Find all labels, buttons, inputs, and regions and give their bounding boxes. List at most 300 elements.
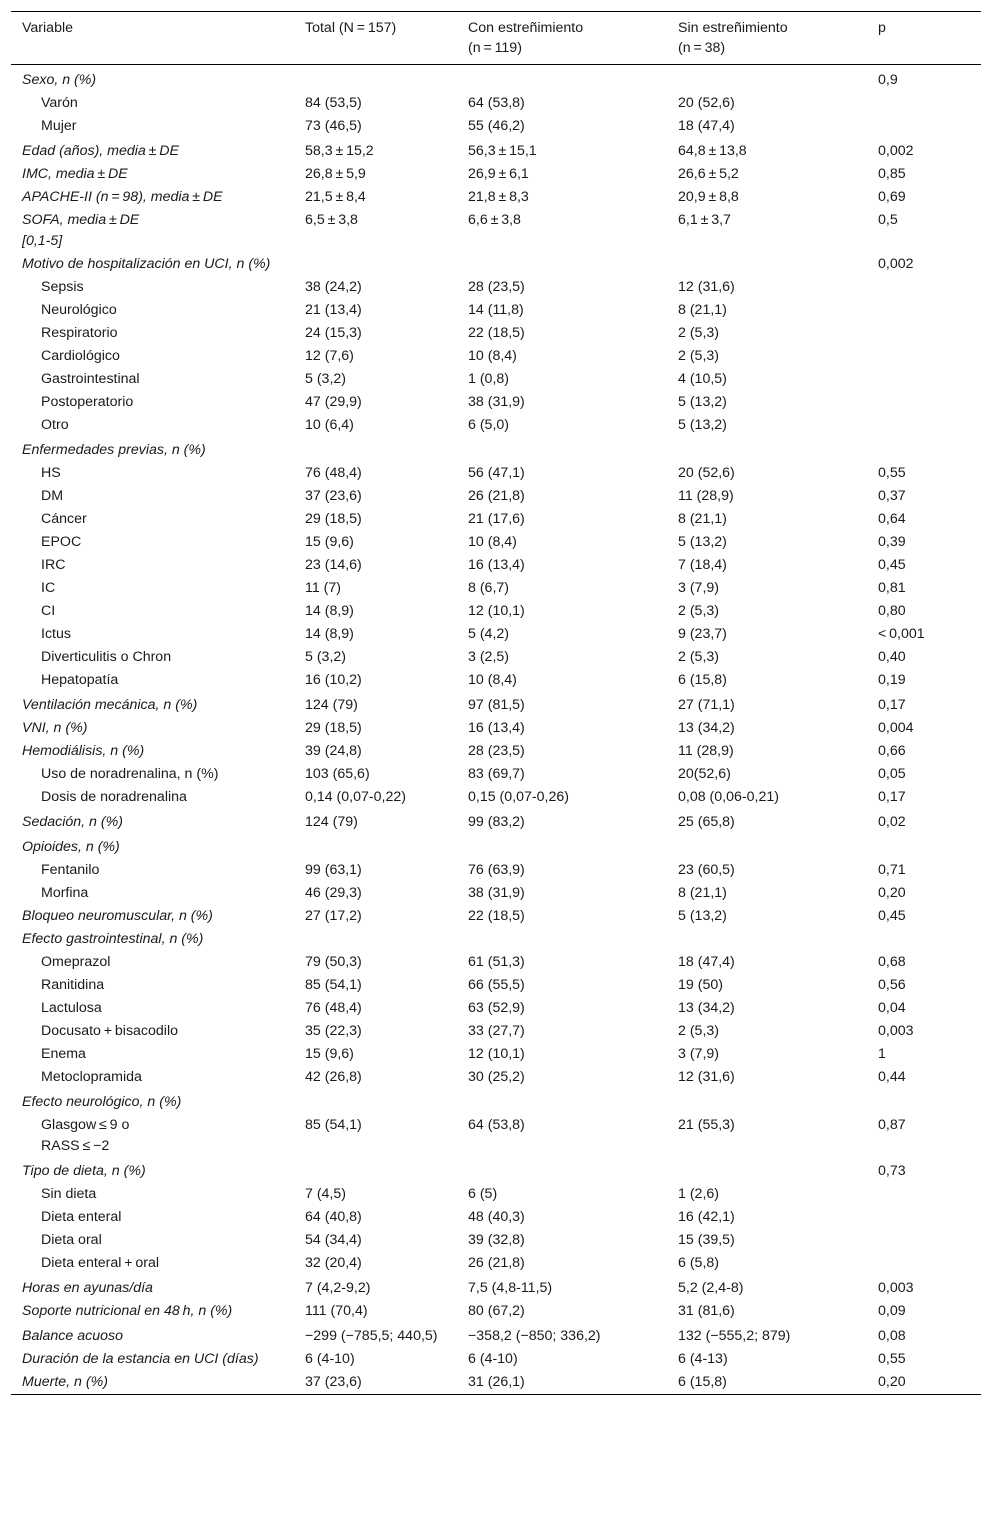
cell-con: 22 (18,5) (468, 325, 525, 341)
row-label: Horas en ayunas/día (22, 1280, 153, 1296)
table-row (11, 368, 981, 391)
table-row (11, 253, 981, 276)
cell-p: 0,08 (878, 1328, 906, 1344)
cell-variable (11, 646, 294, 669)
row-label: CI (41, 603, 56, 619)
cell-p (867, 391, 981, 414)
cell-sin (667, 928, 867, 951)
cell-p: 0,87 (878, 1117, 906, 1133)
cell-p (867, 322, 981, 345)
cell-sin: 21 (55,3) (678, 1117, 735, 1133)
table-row (11, 1252, 981, 1275)
row-label: IMC, media ± DE (22, 166, 128, 182)
table-row (11, 276, 981, 299)
cell-sin: 11 (28,9) (678, 488, 734, 504)
cell-variable (11, 623, 294, 646)
cell-variable (11, 345, 294, 368)
cell-total: 64 (40,8) (305, 1209, 362, 1225)
cell-variable (11, 786, 294, 809)
table-row (11, 65, 981, 93)
header-sin-line2: (n = 38) (678, 40, 726, 56)
cell-p (867, 345, 981, 368)
cell-variable (11, 1300, 294, 1323)
row-label: Balance acuoso (22, 1328, 123, 1344)
table-row (11, 1020, 981, 1043)
cell-p: 0,09 (878, 1303, 906, 1319)
cell-sin: 6 (4-13) (678, 1351, 728, 1367)
cell-sin (667, 1158, 867, 1183)
cell-total: 124 (79) (305, 814, 358, 830)
cell-total: 6,5 ± 3,8 (305, 212, 358, 228)
cell-total: 14 (8,9) (305, 626, 354, 642)
cell-p: 0,80 (878, 603, 906, 619)
cell-sin: 2 (5,3) (678, 603, 720, 619)
row-label: Ranitidina (41, 977, 105, 993)
cell-variable (11, 997, 294, 1020)
cell-total: 73 (46,5) (305, 118, 362, 134)
cell-p (867, 1252, 981, 1275)
row-label: Gastrointestinal (41, 371, 140, 387)
cell-sin (667, 1089, 867, 1114)
cell-p: 0,002 (878, 256, 914, 272)
cell-sin: 12 (31,6) (678, 1069, 735, 1085)
cell-total (294, 834, 457, 859)
table-row (11, 554, 981, 577)
cell-con: 22 (18,5) (468, 908, 525, 924)
row-label: Tipo de dieta, n (%) (22, 1163, 146, 1179)
table-row (11, 92, 981, 115)
cell-con: 33 (27,7) (468, 1023, 525, 1039)
cell-con (457, 1089, 667, 1114)
cell-p: 0,71 (878, 862, 906, 878)
cell-p: 0,37 (878, 488, 906, 504)
cell-sin: 132 (−555,2; 879) (678, 1328, 791, 1344)
cell-con: 12 (10,1) (468, 1046, 525, 1062)
cell-sin: 2 (5,3) (678, 348, 720, 364)
cell-con: 10 (8,4) (468, 348, 517, 364)
table-row (11, 1300, 981, 1323)
table-row (11, 577, 981, 600)
cell-con: 61 (51,3) (468, 954, 525, 970)
table-row (11, 1229, 981, 1252)
cell-variable (11, 600, 294, 623)
cell-variable (11, 414, 294, 437)
row-label: Omeprazol (41, 954, 111, 970)
row-label: VNI, n (%) (22, 720, 88, 736)
cell-sin: 23 (60,5) (678, 862, 735, 878)
cell-p: 0,45 (878, 557, 906, 573)
header-sin-line1: Sin estreñimiento (678, 20, 788, 36)
cell-variable (11, 1323, 294, 1348)
row-label: Sin dieta (41, 1186, 97, 1202)
row-label: Mujer (41, 118, 77, 134)
cell-p (867, 1183, 981, 1206)
cell-variable (11, 554, 294, 577)
cell-variable (11, 1066, 294, 1089)
cell-p: 0,45 (878, 908, 906, 924)
cell-sin: 6,1 ± 3,7 (678, 212, 731, 228)
cell-p: 0,20 (878, 885, 906, 901)
row-label: Morfina (41, 885, 89, 901)
row-label: IC (41, 580, 56, 596)
data-table-container (11, 11, 981, 1395)
cell-sin: 31 (81,6) (678, 1303, 735, 1319)
cell-total: 29 (18,5) (305, 511, 362, 527)
row-label: Motivo de hospitalización en UCI, n (%) (22, 256, 271, 272)
cell-sin: 27 (71,1) (678, 697, 735, 713)
table-row (11, 623, 981, 646)
table-row (11, 1206, 981, 1229)
cell-con: 76 (63,9) (468, 862, 525, 878)
row-label: APACHE-II (n = 98), media ± DE (22, 189, 223, 205)
table-row (11, 209, 981, 253)
row-label: Dieta enteral + oral (41, 1255, 160, 1271)
cell-con: 83 (69,7) (468, 766, 525, 782)
row-label: Efecto neurológico, n (%) (22, 1094, 182, 1110)
cell-sin: 18 (47,4) (678, 954, 735, 970)
cell-p (867, 1206, 981, 1229)
cell-total: 99 (63,1) (305, 862, 362, 878)
cell-variable (11, 1183, 294, 1206)
cell-total: 27 (17,2) (305, 908, 362, 924)
cell-variable (11, 322, 294, 345)
header-variable: Variable (22, 20, 73, 36)
table-row (11, 1043, 981, 1066)
cell-variable (11, 951, 294, 974)
row-label: Dieta oral (41, 1232, 102, 1248)
cell-sin (667, 834, 867, 859)
row-label: Hemodiálisis, n (%) (22, 743, 145, 759)
cell-variable (11, 1348, 294, 1371)
cell-variable (11, 138, 294, 163)
table-row (11, 1183, 981, 1206)
cell-variable (11, 669, 294, 692)
cell-con: 26,9 ± 6,1 (468, 166, 529, 182)
cell-variable (11, 531, 294, 554)
cell-p (867, 115, 981, 138)
table-header (11, 12, 981, 65)
row-label: Cardiológico (41, 348, 120, 364)
cell-p (867, 1229, 981, 1252)
cell-total: 58,3 ± 15,2 (305, 143, 374, 159)
cell-total: 7 (4,5) (305, 1186, 347, 1202)
cell-total: 24 (15,3) (305, 325, 362, 341)
cell-sin: 15 (39,5) (678, 1232, 735, 1248)
cell-sin (667, 253, 867, 276)
table-row (11, 692, 981, 717)
cell-total: 29 (18,5) (305, 720, 362, 736)
cell-variable (11, 163, 294, 186)
cell-total: 6 (4-10) (305, 1351, 355, 1367)
cell-variable (11, 1371, 294, 1395)
table-row (11, 186, 981, 209)
cell-sin: 3 (7,9) (678, 1046, 720, 1062)
cell-con: 10 (8,4) (468, 672, 517, 688)
cell-con: 38 (31,9) (468, 394, 525, 410)
cell-sin: 5 (13,2) (678, 534, 727, 550)
cell-p: 0,55 (878, 1351, 906, 1367)
cell-variable (11, 809, 294, 834)
cell-total: 37 (23,6) (305, 488, 362, 504)
cell-sin: 26,6 ± 5,2 (678, 166, 739, 182)
cell-total: 23 (14,6) (305, 557, 362, 573)
cell-sin: 1 (2,6) (678, 1186, 720, 1202)
cell-con (457, 834, 667, 859)
cell-con: 1 (0,8) (468, 371, 510, 387)
cell-sin: 7 (18,4) (678, 557, 727, 573)
cell-p: 0,39 (878, 534, 906, 550)
cell-sin: 20(52,6) (678, 766, 731, 782)
cell-total: 76 (48,4) (305, 1000, 362, 1016)
cell-con: 7,5 (4,8-11,5) (468, 1280, 553, 1296)
table-row (11, 928, 981, 951)
cell-total: 79 (50,3) (305, 954, 362, 970)
cell-p (867, 834, 981, 859)
cell-total: 37 (23,6) (305, 1374, 362, 1390)
cell-total (294, 437, 457, 462)
cell-sin: 18 (47,4) (678, 118, 735, 134)
table-row (11, 485, 981, 508)
cell-total (294, 253, 457, 276)
cell-variable (11, 1089, 294, 1114)
table-body (11, 65, 981, 1395)
table-row (11, 740, 981, 763)
cell-p: 0,05 (878, 766, 906, 782)
cell-con: 80 (67,2) (468, 1303, 525, 1319)
cell-p (867, 437, 981, 462)
cell-total: 26,8 ± 5,9 (305, 166, 366, 182)
row-label: Cáncer (41, 511, 87, 527)
cell-variable (11, 1114, 294, 1158)
table-row (11, 299, 981, 322)
table-row (11, 882, 981, 905)
table-row (11, 786, 981, 809)
cell-sin: 5 (13,2) (678, 417, 727, 433)
cell-total: 38 (24,2) (305, 279, 362, 295)
cell-p (867, 1089, 981, 1114)
table-row (11, 1089, 981, 1114)
cell-p: 0,20 (878, 1374, 906, 1390)
row-label: Hepatopatía (41, 672, 119, 688)
row-label: EPOC (41, 534, 82, 550)
row-label: Fentanilo (41, 862, 100, 878)
cell-con: 3 (2,5) (468, 649, 510, 665)
cell-total: 21 (13,4) (305, 302, 362, 318)
cell-p (867, 368, 981, 391)
cell-total: 11 (7) (305, 580, 342, 596)
cell-variable (11, 508, 294, 531)
cell-p: 0,40 (878, 649, 906, 665)
row-label: Glasgow ≤ 9 o (41, 1117, 130, 1133)
row-label: Opioides, n (%) (22, 839, 120, 855)
cell-total: 21,5 ± 8,4 (305, 189, 366, 205)
header-total: Total (N = 157) (305, 20, 397, 36)
cell-total: 42 (26,8) (305, 1069, 362, 1085)
table-row (11, 462, 981, 485)
cell-total: 16 (10,2) (305, 672, 362, 688)
cell-con: 64 (53,8) (468, 95, 525, 111)
row-label: Enfermedades previas, n (%) (22, 442, 206, 458)
cell-sin: 6 (5,8) (678, 1255, 720, 1271)
cell-p: 0,73 (878, 1163, 906, 1179)
cell-con: 6,6 ± 3,8 (468, 212, 521, 228)
cell-sin: 6 (15,8) (678, 1374, 727, 1390)
cell-sin: 20 (52,6) (678, 465, 735, 481)
cell-variable (11, 740, 294, 763)
cell-con: 16 (13,4) (468, 557, 525, 573)
cell-total: 124 (79) (305, 697, 358, 713)
cell-sin: 5,2 (2,4-8) (678, 1280, 744, 1296)
cell-p: 0,85 (878, 166, 906, 182)
cell-p: 0,66 (878, 743, 906, 759)
cell-total: 32 (20,4) (305, 1255, 362, 1271)
cell-con: 21 (17,6) (468, 511, 525, 527)
cell-p: 0,5 (878, 212, 898, 228)
row-label: Postoperatorio (41, 394, 134, 410)
cell-con: 6 (5,0) (468, 417, 510, 433)
cell-total: −299 (−785,5; 440,5) (305, 1328, 438, 1344)
table-row (11, 163, 981, 186)
row-label: Neurológico (41, 302, 117, 318)
cell-variable (11, 882, 294, 905)
cell-variable (11, 1020, 294, 1043)
cell-variable (11, 1229, 294, 1252)
row-label: Bloqueo neuromuscular, n (%) (22, 908, 213, 924)
cell-con (457, 65, 667, 93)
table-row (11, 1348, 981, 1371)
cell-con: 6 (4-10) (468, 1351, 518, 1367)
data-table (11, 11, 981, 1395)
row-label: Ictus (41, 626, 71, 642)
cell-variable (11, 253, 294, 276)
row-label: Diverticulitis o Chron (41, 649, 172, 665)
cell-variable (11, 1252, 294, 1275)
row-label: Ventilación mecánica, n (%) (22, 697, 198, 713)
cell-con: 56 (47,1) (468, 465, 525, 481)
table-row (11, 1114, 981, 1158)
table-row (11, 1371, 981, 1395)
cell-con: 6 (5) (468, 1186, 498, 1202)
cell-sin: 12 (31,6) (678, 279, 735, 295)
row-label: HS (41, 465, 61, 481)
cell-total: 7 (4,2-9,2) (305, 1280, 371, 1296)
cell-sin: 3 (7,9) (678, 580, 720, 596)
cell-con: 8 (6,7) (468, 580, 510, 596)
cell-con: 48 (40,3) (468, 1209, 525, 1225)
cell-variable (11, 1158, 294, 1183)
header-con-line1: Con estreñimiento (468, 20, 584, 36)
row-label: Edad (años), media ± DE (22, 143, 179, 159)
cell-con: 16 (13,4) (468, 720, 525, 736)
cell-total: 103 (65,6) (305, 766, 370, 782)
cell-p: 0,02 (878, 814, 906, 830)
cell-p: 0,56 (878, 977, 906, 993)
cell-variable (11, 905, 294, 928)
cell-total (294, 65, 457, 93)
table-row (11, 138, 981, 163)
table-row (11, 717, 981, 740)
cell-p: 0,69 (878, 189, 906, 205)
row-label: Respiratorio (41, 325, 118, 341)
cell-con (457, 1158, 667, 1183)
cell-variable (11, 485, 294, 508)
cell-variable (11, 692, 294, 717)
cell-variable (11, 276, 294, 299)
table-row (11, 859, 981, 882)
cell-total: 15 (9,6) (305, 1046, 354, 1062)
cell-total: 5 (3,2) (305, 649, 347, 665)
cell-total: 39 (24,8) (305, 743, 362, 759)
cell-con: 21,8 ± 8,3 (468, 189, 529, 205)
cell-sin: 2 (5,3) (678, 325, 720, 341)
cell-p (867, 92, 981, 115)
header-sin (667, 12, 867, 65)
table-row (11, 809, 981, 834)
row-label: DM (41, 488, 64, 504)
cell-sin: 13 (34,2) (678, 1000, 735, 1016)
cell-total: 15 (9,6) (305, 534, 354, 550)
cell-p: 0,44 (878, 1069, 906, 1085)
cell-sin: 20 (52,6) (678, 95, 735, 111)
cell-total: 85 (54,1) (305, 977, 362, 993)
header-con (457, 12, 667, 65)
cell-sin: 5 (13,2) (678, 394, 727, 410)
cell-sin: 64,8 ± 13,8 (678, 143, 747, 159)
cell-p: 0,9 (878, 72, 898, 88)
table-row (11, 1323, 981, 1348)
header-p: p (878, 20, 886, 36)
row-label: Muerte, n (%) (22, 1374, 108, 1390)
table-row (11, 391, 981, 414)
cell-sin: 8 (21,1) (678, 511, 727, 527)
table-row (11, 531, 981, 554)
cell-con: 39 (32,8) (468, 1232, 525, 1248)
cell-con: 97 (81,5) (468, 697, 525, 713)
cell-con: 14 (11,8) (468, 302, 524, 318)
row-label: Sexo, n (%) (22, 72, 97, 88)
table-row (11, 997, 981, 1020)
cell-sin: 2 (5,3) (678, 649, 720, 665)
cell-variable (11, 368, 294, 391)
table-row (11, 646, 981, 669)
cell-p: 0,55 (878, 465, 906, 481)
table-row (11, 414, 981, 437)
table-row (11, 974, 981, 997)
row-label: Metoclopramida (41, 1069, 142, 1085)
cell-p: 0,19 (878, 672, 906, 688)
cell-total (294, 1089, 457, 1114)
row-label: Sedación, n (%) (22, 814, 123, 830)
cell-con: 26 (21,8) (468, 1255, 525, 1271)
table-row (11, 1275, 981, 1300)
row-label-continued: RASS ≤ −2 (41, 1138, 110, 1154)
cell-variable (11, 1206, 294, 1229)
cell-total (294, 1158, 457, 1183)
cell-sin: 11 (28,9) (678, 743, 734, 759)
row-label: Dosis de noradrenalina (41, 789, 187, 805)
row-label: Efecto gastrointestinal, n (%) (22, 931, 204, 947)
row-label: Varón (41, 95, 78, 111)
cell-con (457, 928, 667, 951)
table-row (11, 600, 981, 623)
table-row (11, 834, 981, 859)
cell-sin: 19 (50) (678, 977, 723, 993)
table-row (11, 322, 981, 345)
cell-total: 54 (34,4) (305, 1232, 362, 1248)
cell-con: 0,15 (0,07-0,26) (468, 789, 569, 805)
cell-con: 63 (52,9) (468, 1000, 525, 1016)
cell-p: 1 (878, 1046, 886, 1062)
